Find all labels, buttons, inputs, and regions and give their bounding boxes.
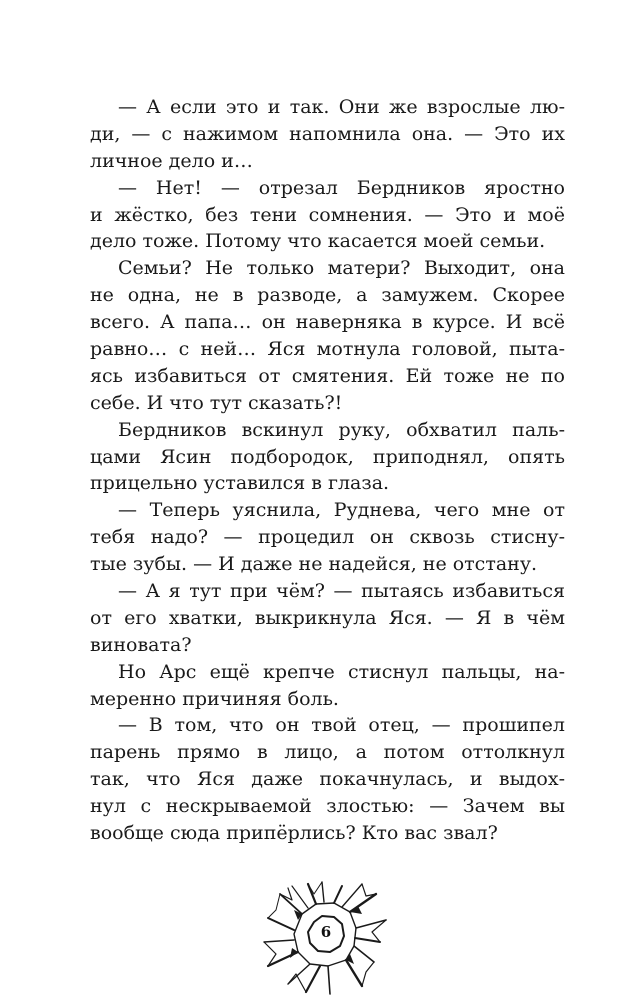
text-line: от его хватки, выкрикнула Яся. — Я в чём xyxy=(90,606,565,629)
text-line: — А если это и так. Они же взрослые лю- xyxy=(118,96,565,118)
text-line: нул с нескрываемой злостью: — Зачем вы xyxy=(90,795,565,818)
text-line: — А я тут при чём? — пытаясь избавиться xyxy=(118,580,565,603)
text-line: парень прямо в лицо, а потом оттолкнул xyxy=(90,741,565,764)
text-line: и жёстко, без тени сомнения. — Это и моё xyxy=(90,203,565,226)
text-line: — В том, что он твой отец, — прошипел xyxy=(118,714,565,737)
text-line: ди, — с нажимом напомнила она. — Это их xyxy=(90,122,565,145)
text-line: дело тоже. Потому что касается моей семьи. xyxy=(90,230,546,253)
text-line: личное дело и… xyxy=(90,149,253,172)
text-line: — Нет! — отрезал Бердников яростно xyxy=(118,176,565,199)
text-line: всего. А папа… он наверняка в курсе. И всё xyxy=(90,311,565,334)
text-line: так, что Яся даже покачнулась, и выдох- xyxy=(90,768,565,791)
page-body-text xyxy=(90,94,565,847)
text-line: себе. И что тут сказать?! xyxy=(90,391,343,414)
text-line: тебя надо? — процедил он сквозь стисну- xyxy=(90,526,565,549)
page-number: 6 xyxy=(320,923,332,941)
text-line: равно… с ней… Яся мотнула головой, пыта- xyxy=(90,338,565,361)
text-line: не одна, не в разводе, а замужем. Скорее xyxy=(90,284,565,307)
text-line: меренно причиняя боль. xyxy=(90,687,339,710)
text-line: Семьи? Не только матери? Выходит, она xyxy=(118,257,565,280)
text-line: вообще сюда припёрлись? Кто вас звал? xyxy=(90,822,498,845)
text-line: виновата? xyxy=(90,633,192,656)
text-line: тые зубы. — И даже не надейся, не отстану. xyxy=(90,553,538,576)
text-line: ясь избавиться от смятения. Ей тоже не по xyxy=(90,364,565,387)
text-line: Бердников вскинул руку, обхватил паль- xyxy=(118,418,565,441)
text-line: цами Ясин подбородок, приподнял, опять xyxy=(90,445,565,468)
text-line: — Теперь уяснила, Руднева, чего мне от xyxy=(118,499,565,522)
text-line: Но Арс ещё крепче стиснул пальцы, на- xyxy=(118,660,565,683)
text-line: прицельно уставился в глаза. xyxy=(90,472,390,495)
